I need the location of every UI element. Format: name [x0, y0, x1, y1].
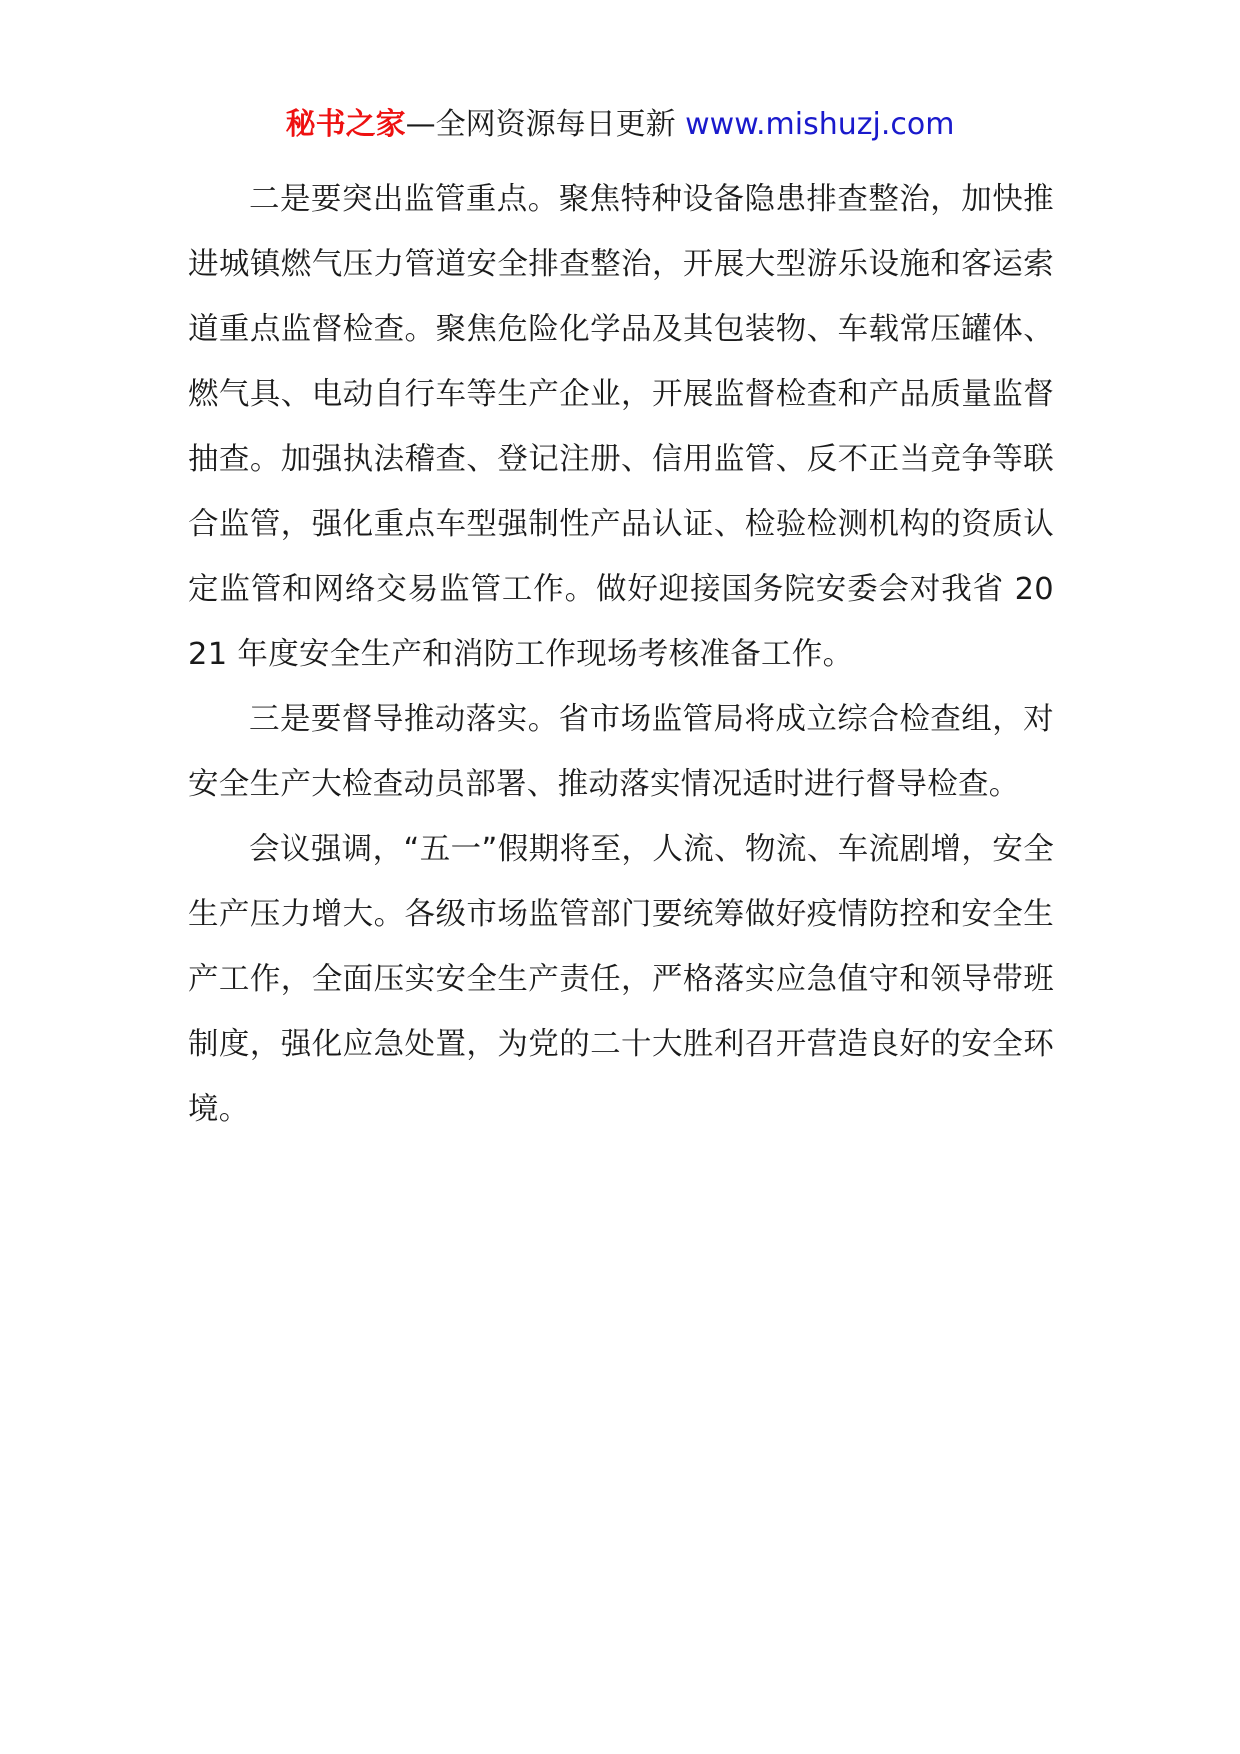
paragraph: 二是要突出监管重点。聚焦特种设备隐患排查整治，加快推进城镇燃气压力管道安全排查整治，开展大型游乐设施和客运索道重点监督检查。聚焦危险化学品及其包装物、车载常压罐体、燃气具、电动自行车等生产企业，开展监督检查和产品质量监督抽查。加强执法稽查、登记注册、信用监管、反不正当竞争等联合监管，强化重点车型强制性产品认证、检验检测机构的资质认定监管和网络交易监管工作。做好迎接国务院安委会对我省 2021 年度安全生产和消防工作现场考核准备工作。	[188, 182, 1054, 672]
page-header	[0, 103, 1240, 147]
paragraph: 三是要督导推动落实。省市场监管局将成立综合检查组，对安全生产大检查动员部署、推动落实情况适时进行督导检查。	[188, 702, 1054, 802]
document-body	[188, 167, 1054, 1142]
header-url-link[interactable]: www.mishuzj.com	[685, 107, 955, 142]
brand-name: 秘书之家	[285, 107, 406, 142]
paragraph: 会议强调，“五一”假期将至，人流、物流、车流剧增，安全生产压力增大。各级市场监管部门要统筹做好疫情防控和安全生产工作，全面压实安全生产责任，严格落实应急值守和领导带班制度，强化应急处置，为党的二十大胜利召开营造良好的安全环境。	[188, 832, 1054, 1127]
header-tagline: —全网资源每日更新	[405, 107, 686, 142]
